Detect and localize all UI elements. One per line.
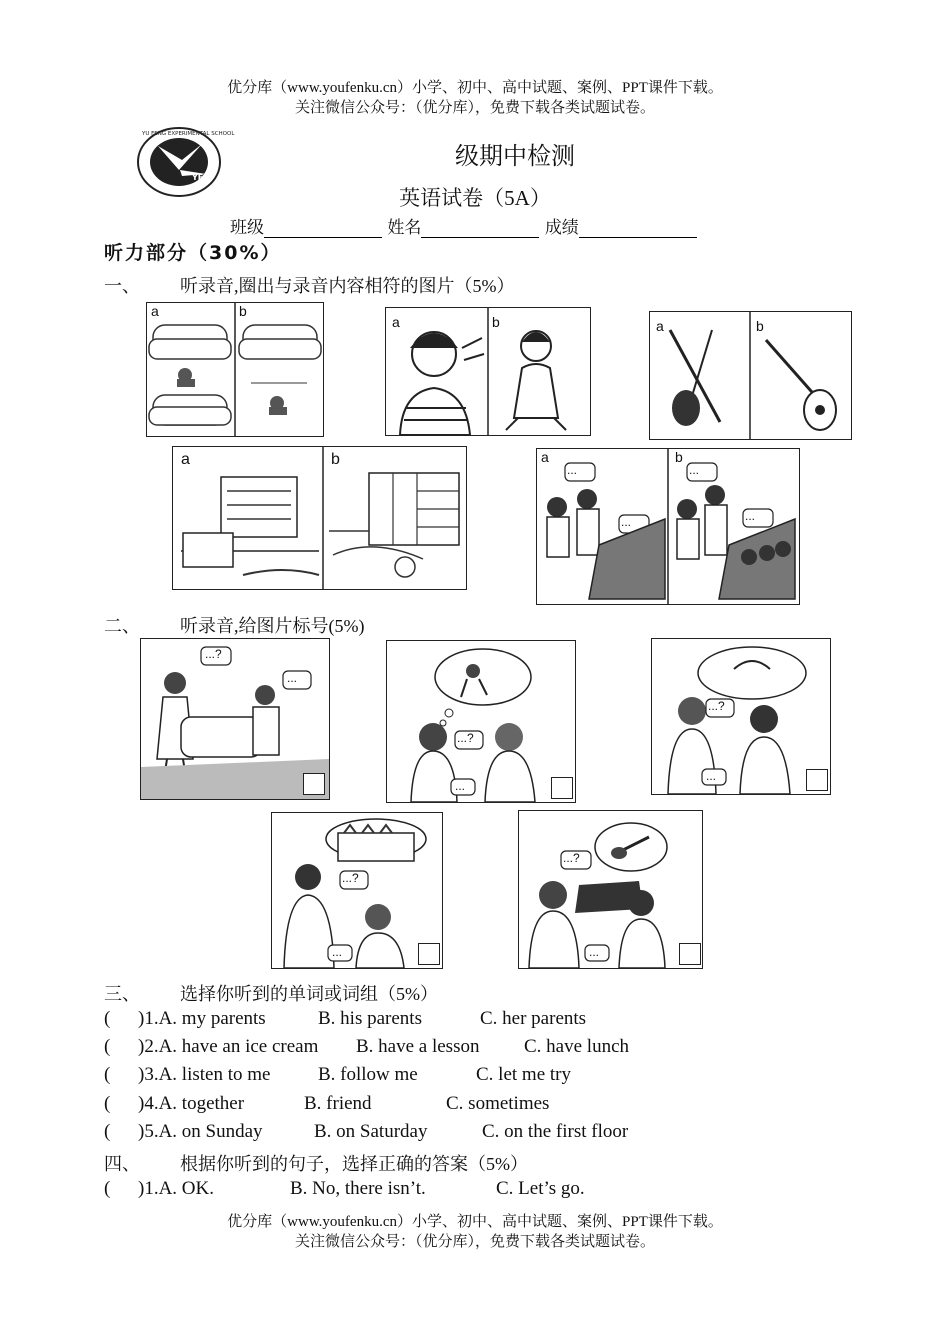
s1p2-label-b: b (492, 314, 500, 330)
s1p2-label-a: a (392, 314, 400, 330)
logo-ring-text: YU FENG EXPERIMENTAL SCHOOL (142, 131, 235, 137)
s1-picture-building-kitchen[interactable] (172, 446, 467, 590)
header-line-1: 优分库（www.youfenku.cn）小学、初中、高中试题、案例、PPT课件下载。 (227, 80, 723, 96)
s1-picture-girl[interactable] (385, 307, 591, 436)
section-2-heading: 二、 听录音,给图片标号(5%) (104, 616, 365, 636)
s1-picture-market[interactable] (536, 448, 800, 605)
s1p1-label-a: a (151, 303, 159, 319)
s2p5-answer-box[interactable] (679, 943, 701, 965)
section-1-heading: 一、 听录音,圈出与录音内容相符的图片（5%） (104, 276, 515, 296)
s2p2-bubble-q: ...? (457, 731, 474, 745)
s2-picture-teacher-desk[interactable] (271, 812, 443, 969)
class-blank[interactable] (264, 219, 382, 238)
s2p4-answer-box[interactable] (418, 943, 440, 965)
s2p5-bubble-dots: ... (589, 945, 600, 959)
s2p4-bubble-dots: ... (332, 945, 343, 959)
logo-center-text: YES (192, 173, 210, 182)
s2p1-bubble-q: ...? (205, 647, 222, 661)
school-logo (136, 126, 235, 198)
s2-picture-piano-violin[interactable] (518, 810, 703, 969)
s1p3-label-a: a (656, 318, 664, 334)
s1p4-label-a: a (181, 451, 190, 468)
section-3-heading: 三、 选择你听到的单词或词组（5%） (104, 984, 438, 1004)
footer-line-1: 优分库（www.youfenku.cn）小学、初中、高中试题、案例、PPT课件下载。 (227, 1214, 723, 1230)
score-blank[interactable] (579, 219, 697, 238)
part-title: 听力部分（30%） (104, 242, 282, 264)
s1p4-label-b: b (331, 451, 340, 468)
footer-line-2: 关注微信公众号：（优分库），免费下载各类试题试卷。 (294, 1234, 655, 1250)
s2p2-answer-box[interactable] (551, 777, 573, 799)
score-label: 成绩 (544, 218, 579, 238)
s2p5-bubble-q: ...? (563, 851, 580, 865)
s1p3-label-b: b (756, 318, 764, 334)
s2p3-bubble-q: ...? (708, 699, 725, 713)
s1-picture-sofa-cat[interactable] (146, 302, 324, 437)
s2p3-bubble-dots: ... (706, 769, 717, 783)
name-label: 姓名 (387, 218, 422, 238)
s2p4-bubble-q: ...? (342, 871, 359, 885)
page-title: 级期中检测 (455, 142, 575, 170)
class-label: 班级 (230, 218, 264, 238)
s2p1-answer-box[interactable] (303, 773, 325, 795)
s2p2-bubble-dots: ... (455, 779, 466, 793)
name-blank[interactable] (421, 219, 539, 238)
header-line-2: 关注微信公众号：（优分库），免费下载各类试题试卷。 (294, 100, 655, 116)
s2-picture-boy-girl-dream[interactable] (386, 640, 576, 803)
s2p3-answer-box[interactable] (806, 769, 828, 791)
s1p5-label-b: b (675, 449, 683, 465)
s1-picture-instruments[interactable] (649, 311, 852, 440)
s2-picture-living-room[interactable] (140, 638, 330, 800)
student-info-row (230, 213, 697, 238)
s2-picture-two-kids-thinking[interactable] (651, 638, 831, 795)
s1p5-label-a: a (541, 449, 549, 465)
s1p1-label-b: b (239, 303, 247, 319)
s1p5-bubble-1: ... (567, 463, 578, 477)
s1p5-bubble-3: ... (689, 463, 700, 477)
page-subtitle: 英语试卷（5A） (399, 186, 551, 210)
s1p5-bubble-2: ... (621, 515, 632, 529)
section-4-heading: 四、 根据你听到的句子，选择正确的答案（5%） (104, 1154, 528, 1174)
s2p1-bubble-dots: ... (287, 671, 298, 685)
s1p5-bubble-4: ... (745, 509, 756, 523)
